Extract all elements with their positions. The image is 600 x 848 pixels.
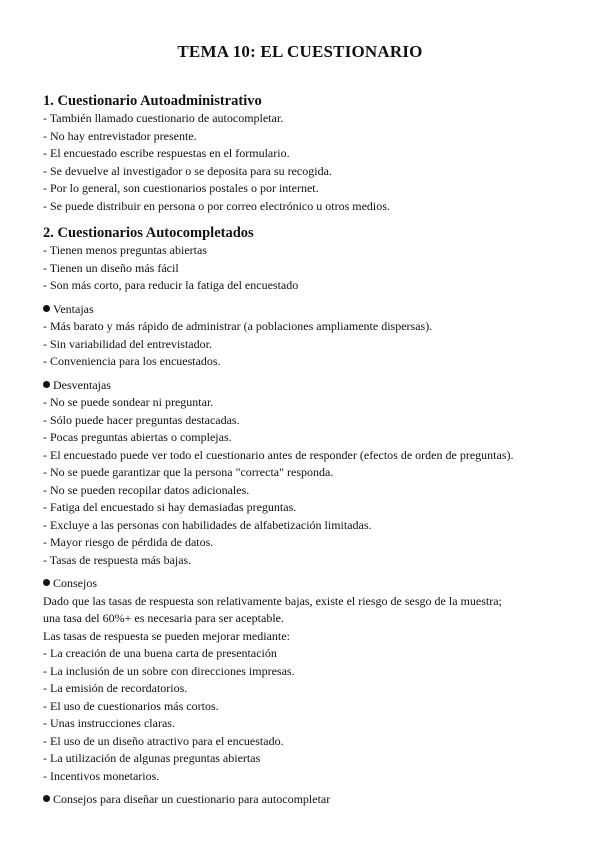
- bullet-icon: [43, 579, 50, 586]
- list-item: - Se puede distribuir en persona o por correo electrónico u otros medios.: [43, 198, 390, 213]
- consejos-diseno-label: Consejos para diseñar un cuestionario para autocompletar: [53, 792, 331, 806]
- page-title: TEMA 10: EL CUESTIONARIO: [177, 42, 423, 61]
- list-item: - Sólo puede hacer preguntas destacadas.: [43, 412, 240, 427]
- list-item: - Tienen menos preguntas abiertas: [43, 243, 207, 257]
- list-item: - Tienen un diseño más fácil: [43, 260, 179, 275]
- list-item: - La emisión de recordatorios.: [43, 681, 188, 695]
- list-item: - Por lo general, son cuestionarios postales o por internet.: [43, 181, 319, 195]
- consejos-diseno-heading: [43, 791, 563, 809]
- paragraph-line: una tasa del 60%+ es necesaria para ser aceptable.: [43, 611, 284, 625]
- list-item: - Más barato y más rápido de administrar (a poblaciones ampliamente dispersas).: [43, 319, 433, 333]
- desventajas-heading: [43, 377, 563, 395]
- section2-heading: 2. Cuestionarios Autocompletados: [43, 225, 254, 241]
- list-item: - Conveniencia para los encuestados.: [43, 354, 221, 368]
- consejos-label: Consejos: [53, 576, 98, 590]
- list-item: - Sin variabilidad del entrevistador.: [43, 336, 212, 351]
- paragraph-line: Dado que las tasas de respuesta son relativamente bajas, existe el riesgo de sesgo de la muestra;: [43, 593, 502, 608]
- list-item: - El uso de cuestionarios más cortos.: [43, 698, 219, 713]
- section1-heading: 1. Cuestionario Autoadministrativo: [43, 93, 262, 109]
- bullet-icon: [43, 381, 50, 388]
- list-item: - La creación de una buena carta de presentación: [43, 646, 277, 660]
- list-item: - Fatiga del encuestado si hay demasiadas preguntas.: [43, 500, 297, 514]
- list-item: - Se devuelve al investigador o se deposita para su recogida.: [43, 163, 332, 178]
- list-item: - Excluye a las personas con habilidades de alfabetización limitadas.: [43, 517, 372, 532]
- list-item: - Tasas de respuesta más bajas.: [43, 552, 192, 567]
- list-item: - Pocas preguntas abiertas o complejas.: [43, 430, 232, 444]
- ventajas-heading: [43, 301, 563, 319]
- list-item: - El encuestado puede ver todo el cuestionario antes de responder (efectos de orden de preguntas).: [43, 447, 514, 462]
- list-item: - No se pueden recopilar datos adicionales.: [43, 482, 250, 497]
- list-item: - Incentivos monetarios.: [43, 768, 160, 783]
- consejos-heading: [43, 575, 563, 593]
- list-item: - No se puede sondear ni preguntar.: [43, 395, 214, 409]
- list-item: - Mayor riesgo de pérdida de datos.: [43, 535, 214, 549]
- list-item: - Unas instrucciones claras.: [43, 716, 175, 730]
- desventajas-label: Desventajas: [53, 377, 111, 392]
- list-item: - No se puede garantizar que la persona "correcta" responda.: [43, 465, 334, 479]
- list-item: - También llamado cuestionario de autocompletar.: [43, 111, 284, 125]
- list-item: - La inclusión de un sobre con direcciones impresas.: [43, 663, 295, 678]
- bullet-icon: [43, 795, 50, 802]
- list-item: - Son más corto, para reducir la fatiga del encuestado: [43, 278, 299, 292]
- list-item: - La utilización de algunas preguntas abiertas: [43, 751, 261, 765]
- list-item: - El uso de un diseño atractivo para el encuestado.: [43, 733, 284, 748]
- bullet-icon: [43, 305, 50, 312]
- paragraph-line: Las tasas de respuesta se pueden mejorar mediante:: [43, 628, 290, 643]
- document-body: [43, 92, 563, 809]
- ventajas-label: Ventajas: [53, 301, 94, 316]
- list-item: - No hay entrevistador presente.: [43, 128, 197, 143]
- list-item: - El encuestado escribe respuestas en el formulario.: [43, 146, 290, 160]
